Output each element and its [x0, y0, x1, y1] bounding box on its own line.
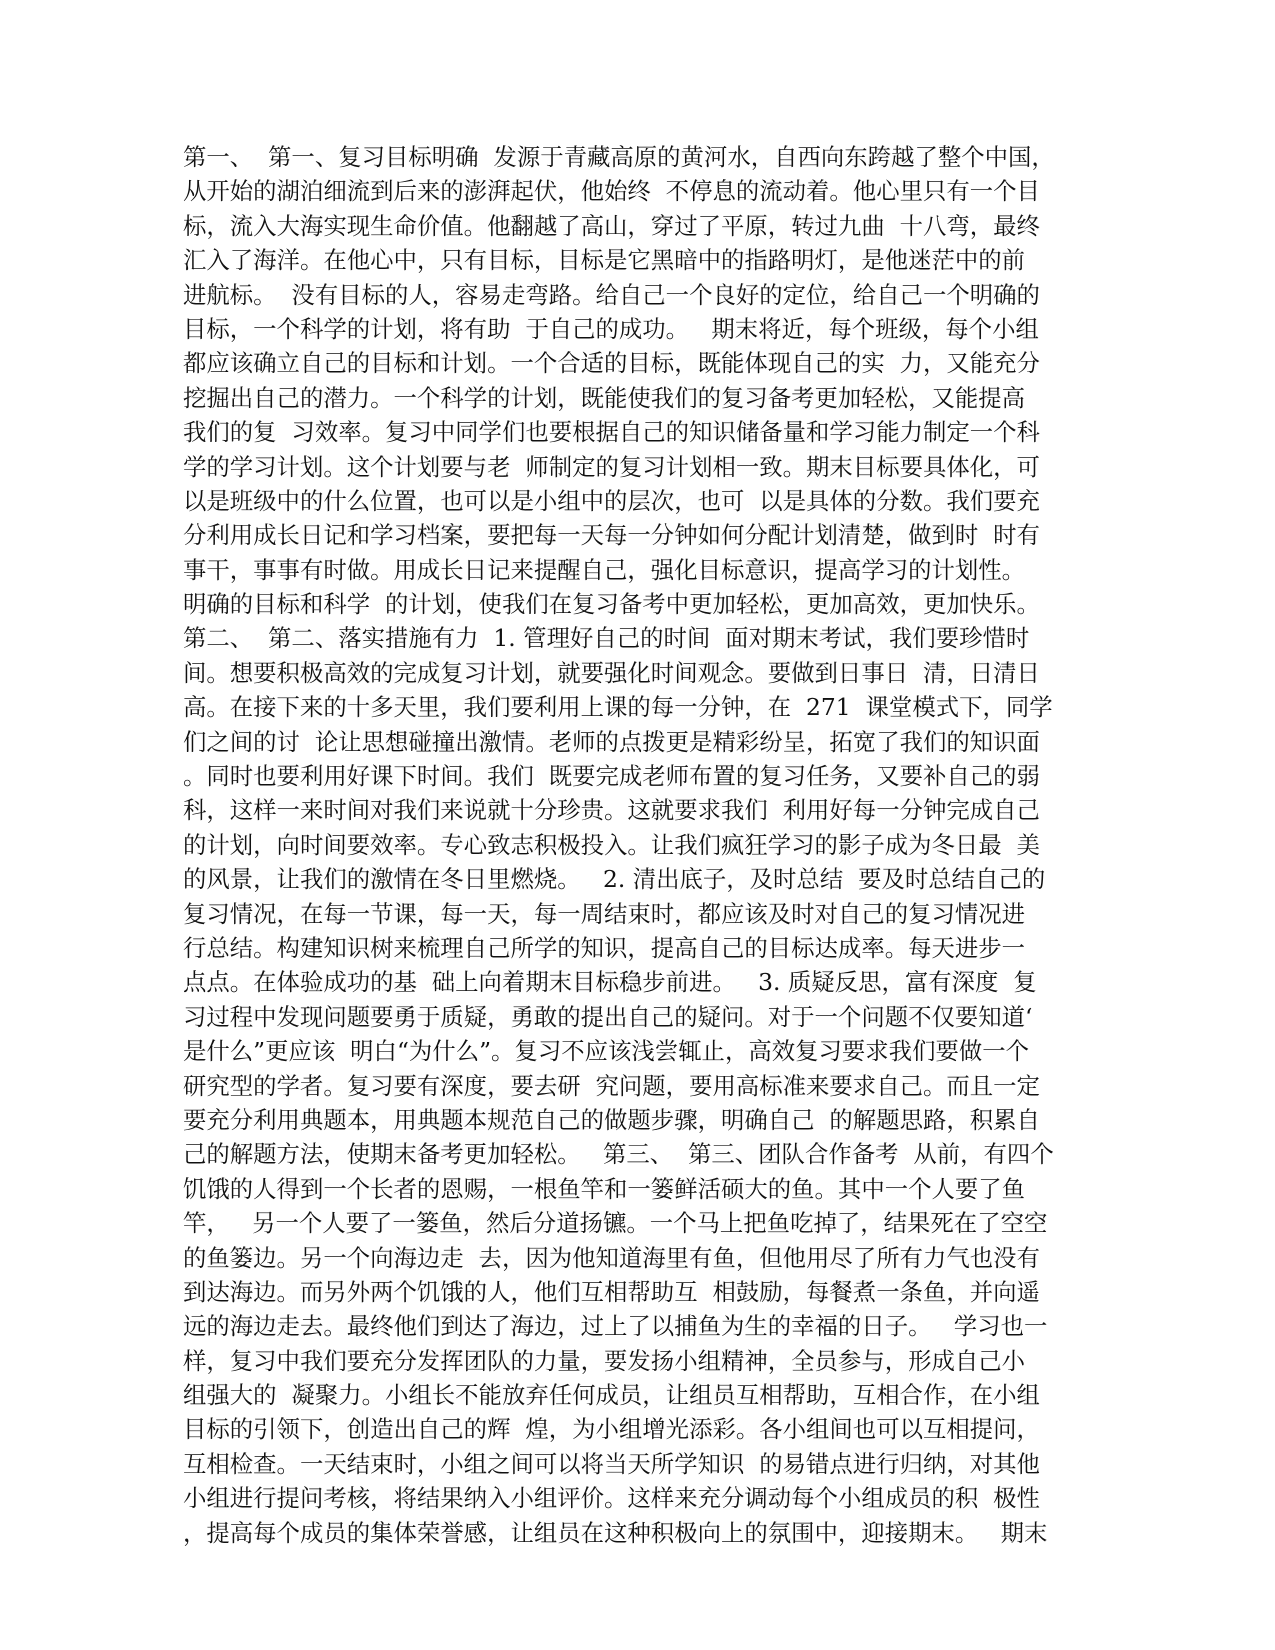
text-line: 目标，一个科学的计划，将有助 于自己的成功。 期末将近，每个班级，每个小组: [183, 314, 1039, 343]
text-line: 。同时也要利用好课下时间。我们 既要完成老师布置的复习任务，又要补自己的弱: [183, 762, 1040, 791]
text-line: 以是班级中的什么位置，也可以是小组中的层次，也可 以是具体的分数。我们要充: [183, 486, 1040, 515]
text-line: 科，这样一来时间对我们来说就十分珍贵。这就要求我们 利用好每一分钟完成自己: [183, 796, 1040, 825]
text-line: 竿， 另一个人要了一篓鱼，然后分道扬镳。一个马上把鱼吃掉了，结果死在了空空: [183, 1209, 1048, 1238]
text-line: 第二、 第二、落实措施有力 1. 管理好自己的时间 面对期末考试，我们要珍惜时: [183, 624, 1030, 653]
text-line: 挖掘出自己的潜力。一个科学的计划，既能使我们的复习备考更加轻松，又能提高: [183, 383, 1026, 412]
text-line: 组强大的 凝聚力。小组长不能放弃任何成员，让组员互相帮助，互相合作，在小组: [183, 1381, 1040, 1410]
text-line: 复习情况，在每一节课，每一天，每一周结束时，都应该及时对自己的复习情况进: [183, 899, 1026, 928]
text-line: 们之间的讨 论让思想碰撞出激情。老师的点拨更是精彩纷呈，拓宽了我们的知识面: [183, 727, 1040, 756]
text-line: 互相检查。一天结束时，小组之间可以将当天所学知识 的易错点进行归纳，对其他: [183, 1449, 1040, 1478]
text-line: 习过程中发现问题要勇于质疑，勇敢的提出自己的疑问。对于一个问题不仅要知道‘: [183, 1002, 1033, 1031]
text-line: 到达海边。而另外两个饥饿的人，他们互相帮助互 相鼓励，每餐煮一条鱼，并向遥: [183, 1277, 1040, 1306]
text-line: 高。在接下来的十多天里，我们要利用上课的每一分钟，在 271 课堂模式下，同学: [183, 693, 1053, 722]
text-line: 分利用成长日记和学习档案，要把每一天每一分钟如何分配计划清楚，做到时 时有: [183, 521, 1040, 550]
text-line: 饥饿的人得到一个长者的恩赐，一根鱼竿和一篓鲜活硕大的鱼。其中一个人要了鱼: [183, 1174, 1026, 1203]
text-line: 我们的复 习效率。复习中同学们也要根据自己的知识储备量和学习能力制定一个科: [183, 418, 1040, 447]
text-line: ，提高每个成员的集体荣誉感，让组员在这种积极向上的氛围中，迎接期末。 期末: [183, 1518, 1048, 1547]
text-line: 的鱼篓边。另一个向海边走 去，因为他知道海里有鱼，但他用尽了所有力气也没有: [183, 1243, 1040, 1272]
text-line: 是什么”更应该 明白“为什么”。复习不应该浅尝辄止，高效复习要求我们要做一个: [183, 1037, 1030, 1066]
text-line: 从开始的湖泊细流到后来的澎湃起伏，他始终 不停息的流动着。他心里只有一个目: [183, 177, 1040, 206]
text-line: 第一、 第一、复习目标明确 发源于青藏高原的黄河水，自西向东跨越了整个中国，: [183, 143, 1055, 171]
text-line: 的风景，让我们的激情在冬日里燃烧。 2. 清出底子，及时总结 要及时总结自己的: [183, 865, 1046, 894]
text-line: 点点。在体验成功的基 础上向着期末目标稳步前进。 3. 质疑反思，富有深度 复: [183, 968, 1037, 997]
text-line: 样，复习中我们要充分发挥团队的力量，要发扬小组精神，全员参与，形成自己小: [183, 1346, 1026, 1375]
text-line: 进航标。 没有目标的人，容易走弯路。给自己一个良好的定位，给自己一个明确的: [183, 280, 1040, 309]
text-line: 汇入了海洋。在他心中，只有目标，目标是它黑暗中的指路明灯，是他迷茫中的前: [183, 246, 1026, 275]
text-line: 要充分利用典题本，用典题本规范自己的做题步骤，明确自己 的解题思路，积累自: [183, 1105, 1040, 1134]
text-line: 学的学习计划。这个计划要与老 师制定的复习计划相一致。期末目标要具体化，可: [183, 452, 1040, 481]
text-line: 的计划，向时间要效率。专心致志积极投入。让我们疯狂学习的影子成为冬日最 美: [183, 830, 1040, 859]
text-line: 远的海边走去。最终他们到达了海边，过上了以捕鱼为生的幸福的日子。 学习也一: [183, 1312, 1048, 1341]
text-line: 小组进行提问考核，将结果纳入小组评价。这样来充分调动每个小组成员的积 极性: [183, 1484, 1040, 1513]
text-line: 标，流入大海实现生命价值。他翻越了高山，穿过了平原，转过九曲 十八弯，最终: [183, 211, 1040, 240]
text-line: 都应该确立自己的目标和计划。一个合适的目标，既能体现自己的实 力，又能充分: [183, 349, 1040, 378]
body-text: [183, 140, 1063, 1550]
text-line: 行总结。构建知识树来梳理自己所学的知识，提高自己的目标达成率。每天进步一: [183, 933, 1026, 962]
text-line: 目标的引领下，创造出自己的辉 煌，为小组增光添彩。各小组间也可以互相提问，: [183, 1415, 1040, 1444]
text-line: 间。想要积极高效的完成复习计划，就要强化时间观念。要做到日事日 清，日清日: [183, 658, 1040, 687]
text-line: 事干，事事有时做。用成长日记来提醒自己，强化目标意识，提高学习的计划性。: [183, 555, 1026, 584]
text-line: 明确的目标和科学 的计划，使我们在复习备考中更加轻松，更加高效，更加快乐。: [183, 590, 1040, 619]
text-line: 研究型的学者。复习要有深度，要去研 究问题，要用高标准来要求自己。而且一定: [183, 1071, 1040, 1100]
text-line: 己的解题方法，使期末备考更加轻松。 第三、 第三、团队合作备考 从前，有四个: [183, 1140, 1054, 1169]
